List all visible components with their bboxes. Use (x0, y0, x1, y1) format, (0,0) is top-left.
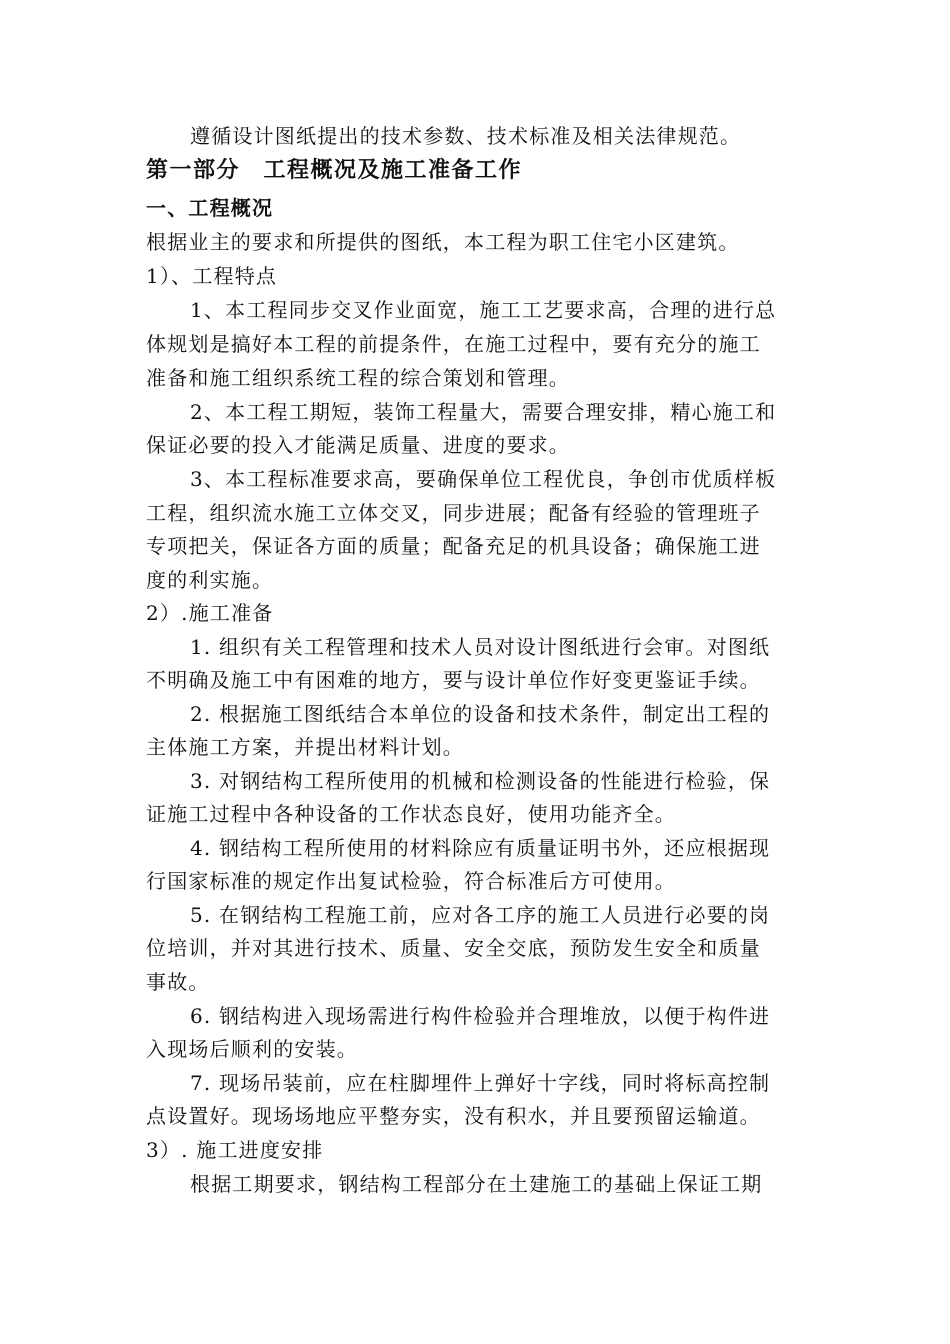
feature-3-line: 工程，组织流水施工立体交叉，同步进展；配备有经验的管理班子 (146, 501, 761, 525)
feature-1-line: 1、本工程同步交叉作业面宽，施工工艺要求高，合理的进行总 (190, 298, 777, 322)
prep-4-line: 行国家标准的规定作出复试检验，符合标准后方可使用。 (146, 869, 676, 893)
feature-3-line: 度的利实施。 (146, 568, 274, 592)
feature-2-line: 保证必要的投入才能满足质量、进度的要求。 (146, 433, 570, 457)
subsection-heading-preparation: 2）.施工准备 (146, 601, 274, 625)
overview-paragraph: 根据业主的要求和所提供的图纸，本工程为职工住宅小区建筑。 (146, 230, 740, 254)
prep-1-line: 不明确及施工中有困难的地方，要与设计单位作好变更鉴证手续。 (146, 668, 761, 692)
subsection-heading-features: 1）、工程特点 (146, 264, 278, 288)
subsection-heading-schedule: 3）. 施工进度安排 (146, 1138, 324, 1162)
prep-5-line: 5. 在钢结构工程施工前，应对各工序的施工人员进行必要的岗 (190, 903, 771, 927)
feature-1-line: 体规划是搞好本工程的前提条件，在施工过程中，要有充分的施工 (146, 332, 761, 356)
prep-3-line: 证施工过程中各种设备的工作状态良好，使用功能齐全。 (146, 802, 676, 826)
feature-3-line: 3、本工程标准要求高，要确保单位工程优良，争创市优质样板 (190, 467, 777, 491)
feature-2-line: 2、本工程工期短，装饰工程量大，需要合理安排，精心施工和 (190, 400, 777, 424)
prep-2-line: 2. 根据施工图纸结合本单位的设备和技术条件，制定出工程的 (190, 702, 771, 726)
section-heading-overview: 一、工程概况 (146, 196, 274, 220)
prep-3-line: 3. 对钢结构工程所使用的机械和检测设备的性能进行检验，保 (190, 769, 771, 793)
schedule-paragraph: 根据工期要求，钢结构工程部分在土建施工的基础上保证工期 (190, 1172, 763, 1196)
prep-5-line: 位培训，并对其进行技术、质量、安全交底，预防发生安全和质量 (146, 936, 761, 960)
part-one-heading: 第一部分 工程概况及施工准备工作 (146, 158, 523, 183)
prep-1-line: 1. 组织有关工程管理和技术人员对设计图纸进行会审。对图纸 (190, 635, 771, 659)
prep-5-line: 事故。 (146, 970, 210, 994)
intro-line: 遵循设计图纸提出的技术参数、技术标准及相关法律规范。 (190, 124, 742, 148)
prep-6-line: 6. 钢结构进入现场需进行构件检验并合理堆放，以便于构件进 (190, 1004, 771, 1028)
feature-1-line: 准备和施工组织系统工程的综合策划和管理。 (146, 366, 570, 390)
prep-7-line: 7. 现场吊装前，应在柱脚埋件上弹好十字线，同时将标高控制 (190, 1071, 771, 1095)
prep-4-line: 4. 钢结构工程所使用的材料除应有质量证明书外，还应根据现 (190, 836, 771, 860)
prep-7-line: 点设置好。现场场地应平整夯实，没有积水，并且要预留运输道。 (146, 1104, 761, 1128)
feature-3-line: 专项把关，保证各方面的质量；配备充足的机具设备；确保施工进 (146, 534, 761, 558)
prep-2-line: 主体施工方案，并提出材料计划。 (146, 735, 464, 759)
prep-6-line: 入现场后顺利的安装。 (146, 1037, 358, 1061)
